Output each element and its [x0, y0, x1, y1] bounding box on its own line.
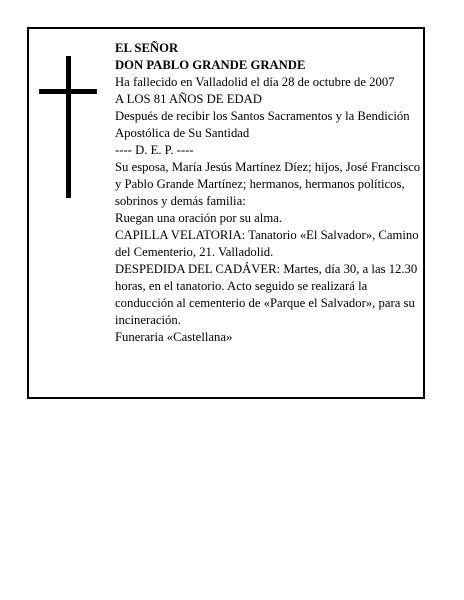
cross-horizontal-bar: [39, 89, 97, 94]
funeral-home-line: Funeraria «Castellana»: [115, 330, 233, 344]
obituary-notice: [27, 27, 425, 399]
latin-cross-icon: [39, 56, 97, 198]
family-line: Su esposa, María Jesús Martínez Díez; hijos, José Francisco y Pablo Grande Martínez; hermanos, hermanos políticos, sobrinos y demás familia:: [115, 160, 421, 208]
age-line: A LOS 81 AÑOS DE EDAD: [115, 92, 262, 106]
dep-line: ---- D. E. P. ----: [115, 143, 194, 157]
notice-text: [115, 40, 423, 346]
death-info: Ha fallecido en Valladolid el día 28 de octubre de 2007: [115, 75, 395, 89]
farewell-line: DESPEDIDA DEL CADÁVER: Martes, día 30, a las 12.30 horas, en el tanatorio. Acto seguido se realizará la conducción al cementerio de «Parque el Salvador», para su incineración.: [115, 262, 418, 327]
header-title: EL SEÑOR: [115, 41, 179, 55]
cross-vertical-bar: [66, 56, 71, 198]
wake-line: CAPILLA VELATORIA: Tanatorio «El Salvador», Camino del Cementerio, 21. Valladolid.: [115, 228, 419, 259]
prayer-line: Ruegan una oración por su alma.: [115, 211, 283, 225]
sacraments-line: Después de recibir los Santos Sacramentos y la Bendición Apostólica de Su Santidad: [115, 109, 410, 140]
deceased-name: DON PABLO GRANDE GRANDE: [115, 58, 306, 72]
